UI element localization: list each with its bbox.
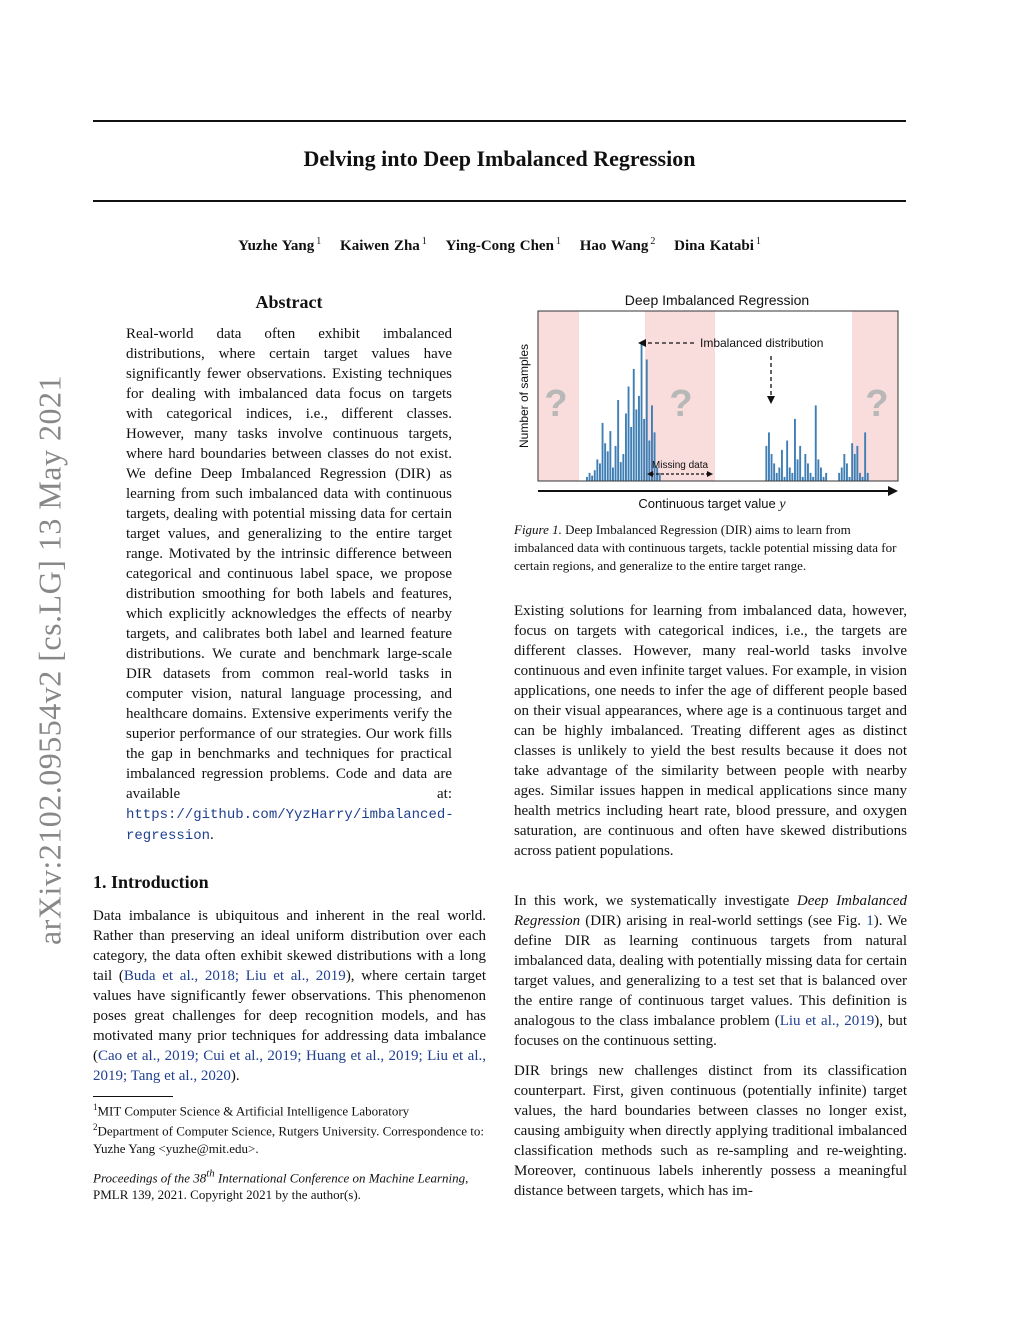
histogram-bar bbox=[615, 446, 617, 481]
histogram-bar bbox=[812, 477, 814, 481]
histogram-bar bbox=[768, 432, 770, 481]
histogram-bar bbox=[854, 454, 856, 481]
histogram-bar bbox=[625, 414, 627, 482]
author: Dina Katabi $^1$ bbox=[674, 236, 761, 254]
x-axis-arrowhead bbox=[888, 486, 898, 496]
author: Hao Wang $^2$ bbox=[579, 236, 656, 254]
footnote-rule bbox=[93, 1096, 173, 1097]
histogram-bar bbox=[771, 454, 773, 481]
histogram-bar bbox=[864, 432, 866, 481]
histogram-bar bbox=[786, 441, 788, 482]
histogram-bar bbox=[776, 473, 778, 481]
author: Kaiwen Zha $^1$ bbox=[340, 236, 427, 254]
histogram-bar bbox=[622, 454, 624, 481]
histogram-bar bbox=[843, 454, 845, 481]
footnote-1: $^1$MIT Computer Science & Artificial Intelligence Laboratory bbox=[93, 1102, 410, 1119]
citation-link[interactable]: Buda et al., 2018; Liu et al., 2019 bbox=[123, 968, 346, 984]
histogram-bar bbox=[825, 473, 827, 481]
histogram-bar bbox=[646, 360, 648, 482]
histogram-bar bbox=[784, 477, 786, 481]
histogram-bar bbox=[604, 443, 606, 481]
figure-1 bbox=[512, 286, 906, 511]
figure-caption: Figure 1. Deep Imbalanced Regression (DIR) aims to learn from imbalanced data with continuous targets, tackle potential missing data for certain regions, and generalize to the entire target range. bbox=[514, 522, 897, 573]
histogram-bar bbox=[628, 387, 630, 482]
histogram-bar bbox=[815, 405, 817, 481]
histogram-bar bbox=[841, 468, 843, 482]
code-link[interactable]: https://github.com/YyzHarry/imbalanced-regression bbox=[126, 807, 454, 844]
y-axis-label: Number of samples bbox=[517, 343, 531, 449]
histogram-bar bbox=[643, 419, 645, 481]
histogram-bar bbox=[659, 473, 661, 481]
histogram-bar bbox=[612, 468, 614, 482]
intro-paragraph: Data imbalance is ubiquitous and inherent in the real world. Rather than preserving an ideal uniform distribution over each category, the data often exhibit skewed distributions with a long tail (Buda et al., 2018; Liu et al., 2019), where certain target values have significantly fewer observations. This phenomenon poses great challenges for deep recognition models, and has motivated many prior techniques for addressing data imbalance (Cao et al., 2019; Cui et al., 2019; Huang et al., 2019; Liu et al., 2019; Tang et al., 2020). bbox=[93, 908, 487, 1084]
histogram-bar bbox=[630, 427, 632, 481]
histogram-bar bbox=[638, 396, 640, 481]
histogram-bar bbox=[804, 454, 806, 481]
histogram-bar bbox=[851, 443, 853, 481]
citation-link[interactable]: Cao et al., 2019; Cui et al., 2019; Huang et al., 2019; Liu et al., 2019; Tang et al., 2020 bbox=[93, 1048, 486, 1084]
histogram-bar bbox=[594, 470, 596, 481]
abstract-text: Real-world data often exhibit imbalanced distributions, where certain target values have significantly fewer observations. Existing techniques for dealing with imbalanced data focus on targets with categorical indices, i.e., different classes. However, many tasks involve continuous targets, where hard boundaries between classes do not exist. We define Deep Imbalanced Regression (DIR) as learning from such imbalanced data with continuous targets, dealing with potential missing data for certain target values, and generalizing to the entire target range. Motivated by the intrinsic difference between categorical and continuous label space, we propose distribution smoothing for both labels and features, which explicitly acknowledges the effects of nearby targets, and calibrates both label and learned feature distributions. We curate and benchmark large-scale DIR datasets from common real-world tasks in computer vision, natural language processing, and healthcare domains. Extensive experiments verify the superior performance of our strategies. Our work fills the gap in benchmarks and techniques for practical imbalanced regression problems. Code and data are available at: https://github.com/YyzHarry/imbalanced-regression. bbox=[126, 326, 454, 844]
histogram-bar bbox=[797, 459, 799, 481]
title-rule-top bbox=[93, 120, 906, 122]
body-paragraph: In this work, we systematically investigate Deep Imbalanced Regression (DIR) arising in real-world settings (see Fig. 1). We define DIR as learning continuous targets from natural imbalanced data, dealing with potentially missing data for certain target values, and generalizing to a test set that is balanced over the entire range of continuous target values. This definition is analogous to the class imbalance problem (Liu et al., 2019), but focuses on the continuous setting. bbox=[514, 893, 908, 1049]
histogram-bar bbox=[602, 423, 604, 481]
annotation-missing: Missing data bbox=[651, 460, 709, 471]
histogram-bar bbox=[609, 431, 611, 481]
abstract-heading: Abstract bbox=[255, 292, 323, 312]
section-heading-introduction: 1. Introduction bbox=[93, 872, 209, 892]
histogram-bar bbox=[820, 468, 822, 482]
histogram-bar bbox=[633, 369, 635, 481]
histogram-bar bbox=[586, 477, 588, 481]
question-mark-middle: ? bbox=[669, 383, 693, 425]
histogram-bar bbox=[789, 468, 791, 482]
histogram-bar bbox=[823, 477, 825, 481]
histogram-bar bbox=[791, 473, 793, 481]
footnotes bbox=[93, 1099, 486, 1157]
histogram-bar bbox=[773, 463, 775, 481]
imbalanced-arrowhead-down bbox=[767, 396, 775, 404]
histogram-bar bbox=[838, 473, 840, 481]
body-paragraph: Existing solutions for learning from imbalanced data, however, focus on targets with categorical indices, i.e., the targets are different classes. However, many real-world tasks involve continuous and even infinite target values. For example, in vision applications, one needs to infer the age of different people based on their visual appearances, where age is a continuous target and can be highly imbalanced. Treating different ages as distinct classes is unlikely to yield the best results because it does not take advantage of the similarity between people with nearby ages. Similar issues happen in medical applications since many health metrics including heart rate, blood pressure, and oxygen saturation, are continuous and often have skewed distributions across patient populations. bbox=[514, 603, 907, 859]
histogram-bar bbox=[807, 463, 809, 481]
right-column-p3 bbox=[514, 1061, 907, 1201]
histogram-bar bbox=[607, 451, 609, 481]
histogram-bar bbox=[810, 473, 812, 481]
author: Ying-Cong Chen $^1$ bbox=[445, 236, 561, 254]
histogram-bar bbox=[849, 477, 851, 481]
histogram-bar bbox=[620, 462, 622, 481]
proceedings-note: Proceedings of the 38th International Conference on Machine Learning, PMLR 139, 2021. Copyright 2021 by the author(s). bbox=[93, 1168, 469, 1203]
body-paragraph: DIR brings new challenges distinct from its classification counterpart. First, given continuous (potentially infinite) target values, the hard boundaries between classes no longer exist, causing ambiguity when directly applying traditional imbalanced classification methods such as re-sampling and re-weighting. Moreover, continuous labels inherently possess a meaningful distance between targets, which has im- bbox=[514, 1063, 907, 1199]
histogram-bar bbox=[846, 463, 848, 481]
histogram-bar bbox=[641, 342, 643, 481]
histogram-bar bbox=[591, 476, 593, 481]
histogram-bar bbox=[859, 473, 861, 481]
annotation-imbalanced: Imbalanced distribution bbox=[700, 336, 824, 350]
author: Yuzhe Yang $^1$ bbox=[238, 236, 322, 254]
right-column bbox=[514, 601, 907, 861]
histogram-bar bbox=[781, 450, 783, 481]
question-mark-left: ? bbox=[544, 383, 568, 425]
paper-title: Delving into Deep Imbalanced Regression bbox=[303, 146, 696, 171]
histogram-bar bbox=[599, 463, 601, 481]
footnote-2: $^2$Department of Computer Science, Rutgers University. Correspondence to: Yuzhe Yang <yuzhe@mit.edu>. bbox=[93, 1122, 485, 1156]
author-list bbox=[93, 236, 906, 255]
histogram-bar bbox=[778, 468, 780, 482]
x-axis-label: Continuous target value y bbox=[638, 496, 786, 511]
histogram-bar bbox=[617, 400, 619, 481]
histogram-bar bbox=[635, 409, 637, 481]
histogram-bar bbox=[799, 446, 801, 481]
histogram-bar bbox=[794, 419, 796, 481]
histogram-bar bbox=[867, 473, 869, 481]
right-column-p2 bbox=[514, 891, 907, 1051]
histogram-bar bbox=[802, 477, 804, 481]
citation-link[interactable]: Liu et al., 2019 bbox=[779, 1013, 875, 1029]
arxiv-id: arXiv:2102.09554v2 [cs.LG] 13 May 2021 bbox=[31, 374, 68, 946]
histogram-bar bbox=[856, 446, 858, 481]
histogram-bar bbox=[596, 459, 598, 481]
histogram-bar bbox=[765, 446, 767, 481]
title-rule-bottom bbox=[93, 200, 906, 202]
figure-title: Deep Imbalanced Regression bbox=[624, 292, 810, 308]
histogram-bar bbox=[817, 459, 819, 481]
histogram-bar bbox=[589, 473, 591, 481]
question-mark-right: ? bbox=[865, 383, 889, 425]
figure-ref-link[interactable]: 1 bbox=[866, 913, 874, 929]
histogram-bar bbox=[862, 477, 864, 481]
